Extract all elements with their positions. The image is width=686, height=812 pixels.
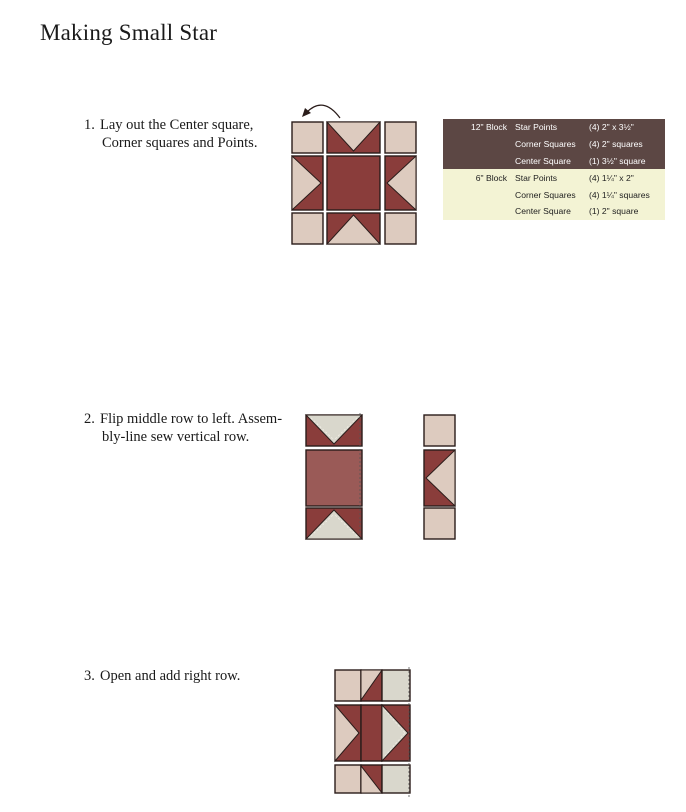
- cut-size-cell: (4) 1¼" squares: [587, 186, 665, 203]
- block-size-cell: 12" Block: [443, 119, 513, 136]
- table-row: [443, 186, 665, 203]
- step-text-line: Flip middle row to left. Assem-: [100, 411, 283, 427]
- step-text-line: Corner squares and Points.: [102, 135, 258, 151]
- corner-square: [382, 670, 410, 701]
- step-number: 2.: [84, 411, 95, 427]
- star-point-unit: [306, 415, 362, 446]
- part-cell: Center Square: [513, 153, 587, 170]
- part-cell: Corner Squares: [513, 136, 587, 153]
- flip-arrow-icon: [302, 105, 340, 118]
- cutting-chart-table: [443, 119, 665, 220]
- corner-square: [335, 670, 361, 701]
- block-size-cell: [443, 136, 513, 153]
- star-point-unit: [292, 156, 323, 210]
- cut-size-cell: (4) 2" x 3½": [587, 119, 665, 136]
- step-text-line: bly-line sew vertical row.: [102, 429, 250, 445]
- part-cell: Star Points: [513, 169, 587, 186]
- step-1-star-layout-diagram: [285, 97, 425, 249]
- star-point-unit: [382, 705, 410, 761]
- star-point-unit: [327, 122, 380, 153]
- star-point-unit: [385, 156, 416, 210]
- corner-square: [385, 122, 416, 153]
- star-point-unit: [327, 213, 380, 244]
- center-square: [327, 156, 380, 210]
- cut-size-cell: (4) 1¼" x 2": [587, 169, 665, 186]
- step-3-assembled-block-diagram: [328, 664, 420, 800]
- step-number: 1.: [84, 117, 95, 133]
- table-row: [443, 136, 665, 153]
- star-point-unit: [424, 450, 455, 506]
- part-cell: Star Points: [513, 119, 587, 136]
- step-1-instruction: [84, 116, 257, 152]
- star-point-unit: [335, 705, 361, 761]
- cut-size-cell: (1) 2" square: [587, 203, 665, 220]
- page-title: Making Small Star: [40, 20, 218, 45]
- block-size-cell: [443, 186, 513, 203]
- corner-square: [292, 122, 323, 153]
- table-row: [443, 119, 665, 136]
- step-text-line: Lay out the Center square,: [100, 117, 254, 133]
- part-cell: Center Square: [513, 203, 587, 220]
- cut-size-cell: (1) 3½" square: [587, 153, 665, 170]
- block-size-cell: 6" Block: [443, 169, 513, 186]
- corner-square: [335, 765, 361, 793]
- block-size-cell: [443, 153, 513, 170]
- step-2-instruction: [84, 410, 282, 446]
- center-square: [361, 705, 382, 761]
- corner-square: [382, 765, 410, 793]
- star-point-unit: [361, 765, 382, 793]
- step-number: 3.: [84, 668, 95, 684]
- cut-size-cell: (4) 2" squares: [587, 136, 665, 153]
- star-point-unit: [306, 508, 362, 539]
- corner-square: [385, 213, 416, 244]
- star-point-unit: [361, 670, 382, 701]
- corner-square: [292, 213, 323, 244]
- table-row: [443, 169, 665, 186]
- table-row: [443, 203, 665, 220]
- corner-square: [424, 415, 455, 446]
- corner-square: [424, 508, 455, 539]
- block-size-cell: [443, 203, 513, 220]
- step-3-instruction: [84, 667, 240, 685]
- step-text-line: Open and add right row.: [100, 668, 241, 684]
- step-2-sewn-rows-diagram: [300, 410, 462, 542]
- part-cell: Corner Squares: [513, 186, 587, 203]
- table-row: [443, 153, 665, 170]
- center-square: [306, 450, 362, 506]
